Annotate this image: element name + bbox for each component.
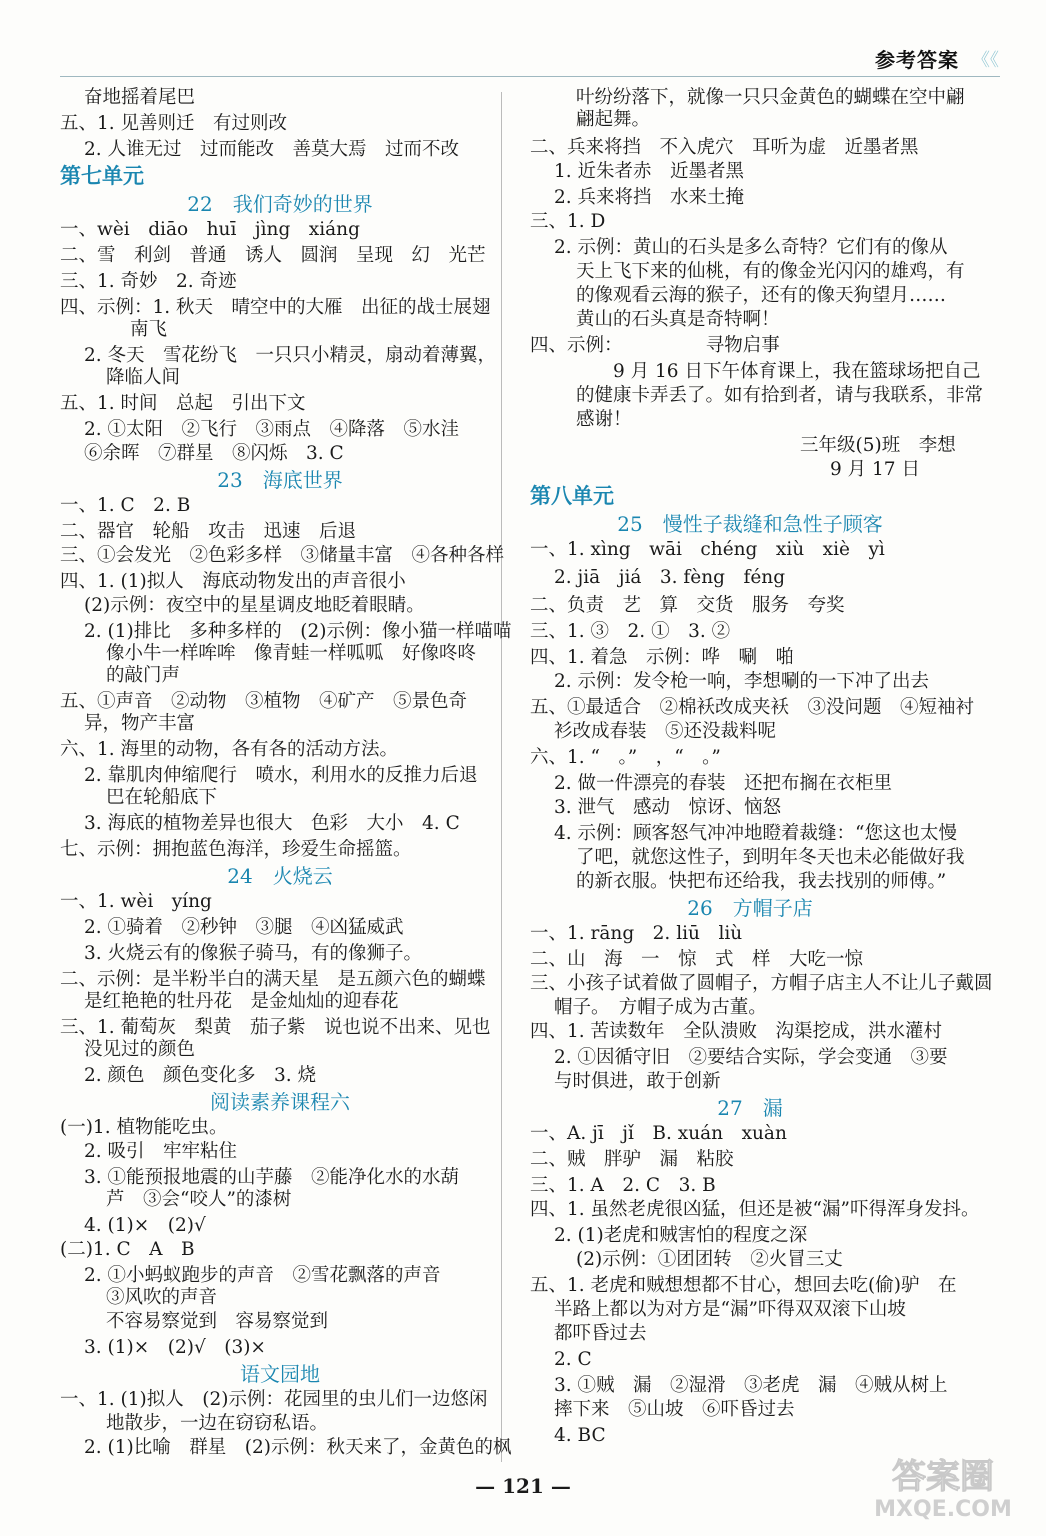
answer-line-l22: 2. (1)排比 多种多样的 (2)示例：像小猫一样喵喵 (84, 621, 512, 642)
answer-line-r22: 三、1. ③ 2. ① 3. ② (530, 621, 731, 642)
answer-line-r37: 帽子。 方帽子成为古董。 (554, 997, 767, 1018)
answer-line-r05: 2. 兵来将挡 水来土掩 (554, 187, 745, 208)
answer-line-l31: 七、示例：拥抱蓝色海洋，珍爱生命摇篮。 (60, 839, 412, 860)
column-divider (501, 92, 502, 1462)
answer-line-r07: 2. 示例：黄山的石头是多么奇特？它们有的像从 (554, 237, 948, 258)
answer-line-l55: 2. (1)比喻 群星 (2)示例：秋天来了，金黄色的枫 (84, 1437, 512, 1458)
answer-line-r06: 三、1. D (530, 211, 606, 232)
answer-line-r29: 3. 泄气 感动 惊讶、恼怒 (554, 797, 782, 818)
answer-line-r20: 2. jiā jiá 3. fèng féng (554, 567, 786, 588)
answer-line-l23: 像小牛一样哞哞 像青蛙一样呱呱 好像咚咚 (106, 643, 477, 664)
answer-line-r21: 二、负责 艺 算 交货 服务 夸奖 (530, 595, 845, 616)
answer-line-l48: 2. ①小蚂蚁跑步的声音 ②雪花飘落的声音 (84, 1265, 441, 1286)
answer-line-l53: 一、1. (1)拟人 (2)示例：花园里的虫儿们一边悠闲 (60, 1389, 488, 1410)
answer-line-r01: 叶纷纷落下，就像一只只金黄色的蝴蝶在空中翩 (576, 87, 965, 108)
answer-line-l49: ③风吹的声音 (106, 1287, 218, 1308)
answer-line-r09: 的像观看云海的猴子，还有的像天狗望月…… (576, 285, 947, 306)
header-rule (60, 76, 1000, 77)
answer-line-l10: 南飞 (130, 319, 168, 340)
unit-heading-l04: 第七单元 (60, 164, 144, 188)
page-header-title: 参考答案 (875, 48, 959, 72)
answer-line-l29: 巴在轮船底下 (106, 787, 218, 808)
answer-line-r08: 天上飞下来的仙桃，有的像金光闪闪的雄鸡，有 (576, 261, 965, 282)
answer-line-r19: 一、1. xìng wāi chéng xiù xiè yì (530, 539, 885, 560)
header-chevron-decoration: 《《 (972, 50, 999, 71)
answer-line-l28: 2. 靠肌肉伸缩爬行 喷水，利用水的反推力后退 (84, 765, 478, 786)
watermark-top-text: 答案圈 (892, 1457, 994, 1497)
answer-line-r23: 四、1. 着急 示例：哗 唰 啪 (530, 647, 795, 668)
answer-line-l35: 3. 火烧云有的像猴子骑马，有的像狮子。 (84, 943, 423, 964)
answer-line-l44: 3. ①能预报地震的山芋藤 ②能净化水的水葫 (84, 1167, 460, 1188)
answer-line-r44: 三、1. A 2. C 3. B (530, 1175, 716, 1196)
answer-line-r31: 了吧，就您这性子，到明年冬天也未必能做好我 (576, 847, 965, 868)
answer-line-r15: 三年级(5)班 李想 (800, 435, 956, 456)
answer-line-l13: 五、1. 时间 总起 引出下文 (60, 393, 306, 414)
lesson-heading-l41: 阅读素养课程六 (210, 1090, 350, 1114)
answer-line-r16: 9 月 17 日 (830, 459, 920, 480)
answer-line-l19: 三、①会发光 ②色彩多样 ③储量丰富 ④各种各样 (60, 545, 505, 566)
answer-line-l18: 二、器官 轮船 攻击 迅速 后退 (60, 521, 357, 542)
answer-line-r30: 4. 示例：顾客怒气冲冲地瞪着裁缝：“您这也太慢 (554, 823, 957, 844)
unit-heading-r17: 第八单元 (530, 484, 614, 508)
answer-line-l07: 二、雪 利剑 普通 诱人 圆润 呈现 幻 光芒 (60, 245, 486, 266)
answer-line-l47: (二)1. C A B (60, 1239, 195, 1260)
answer-line-l50: 不容易察觉到 容易察觉到 (106, 1311, 329, 1332)
answer-line-l20: 四、1. (1)拟人 海底动物发出的声音很小 (60, 571, 406, 592)
answer-line-r12: 9 月 16 日下午体育课上，我在篮球场把自己 (576, 361, 981, 382)
answer-line-r52: 3. ①贼 漏 ②湿滑 ③老虎 漏 ④贼从树上 (554, 1375, 948, 1396)
answer-line-l12: 降临人间 (106, 367, 181, 388)
lesson-heading-l52: 语文园地 (240, 1362, 320, 1386)
watermark-logo (858, 1448, 1028, 1522)
answer-line-r49: 半路上都以为对方是“漏”吓得双双滚下山坡 (554, 1299, 906, 1320)
answer-line-l01: 奋地摇着尾巴 (84, 87, 196, 108)
answer-line-l03: 2. 人谁无过 过而能改 善莫大焉 过而不改 (84, 139, 460, 160)
answer-line-l26: 异，物产丰富 (84, 713, 196, 734)
answer-line-r40: 与时俱进，敢于创新 (554, 1071, 721, 1092)
answer-line-r45: 四、1. 虽然老虎很凶猛，但还是被“漏”吓得浑身发抖。 (530, 1199, 980, 1220)
answer-line-l38: 三、1. 葡萄灰 梨黄 茄子紫 说也说不出来、见也 (60, 1017, 491, 1038)
answer-line-r53: 摔下来 ⑤山坡 ⑥吓昏过去 (554, 1399, 795, 1420)
answer-line-l51: 3. (1)× (2)√ (3)× (84, 1337, 266, 1358)
answer-line-r27: 六、1. “ 。” ，“ 。” (530, 747, 721, 768)
answer-line-l40: 2. 颜色 颜色变化多 3. 烧 (84, 1065, 317, 1086)
answer-line-r28: 2. 做一件漂亮的春装 还把布搁在衣柜里 (554, 773, 893, 794)
answer-line-r35: 二、山 海 一 惊 式 样 大吃一惊 (530, 949, 864, 970)
lesson-heading-r41: 27 漏 (717, 1096, 783, 1120)
answer-line-r34: 一、1. rāng 2. liū liù (530, 923, 743, 944)
answer-line-l37: 是红艳艳的牡丹花 是金灿灿的迎春花 (84, 991, 399, 1012)
answer-line-l17: 一、1. C 2. B (60, 495, 191, 516)
lesson-heading-l16: 23 海底世界 (217, 468, 343, 492)
answer-line-r32: 的新衣服。快把布还给我，我去找别的师傅。” (576, 871, 947, 892)
answer-line-r51: 2. C (554, 1349, 592, 1370)
answer-line-l54: 地散步，一边在窃窃私语。 (106, 1413, 329, 1434)
answer-line-l42: (一)1. 植物能吃虫。 (60, 1117, 228, 1138)
answer-line-l30: 3. 海底的植物差异也很大 色彩 大小 4. C (84, 813, 460, 834)
answer-line-l39: 没见过的颜色 (84, 1039, 196, 1060)
answer-line-r46: 2. (1)老虎和贼害怕的程度之深 (554, 1225, 808, 1246)
answer-line-l27: 六、1. 海里的动物，各有各的活动方法。 (60, 739, 399, 760)
answer-line-r42: 一、A. jī jǐ B. xuán xuàn (530, 1123, 787, 1144)
answer-line-l21: (2)示例：夜空中的星星调皮地眨着眼睛。 (84, 595, 425, 616)
page-number: — 121 — (475, 1474, 571, 1498)
answer-line-l46: 4. (1)× (2)√ (84, 1215, 206, 1236)
lesson-heading-l05: 22 我们奇妙的世界 (187, 192, 373, 216)
answer-line-r54: 4. BC (554, 1425, 606, 1446)
answer-line-r26: 衫改成春装 ⑤还没裁料呢 (554, 721, 777, 742)
answer-line-r24: 2. 示例：发令枪一响，李想唰的一下冲了出去 (554, 671, 930, 692)
answer-line-l14: 2. ①太阳 ②飞行 ③雨点 ④降落 ⑤水洼 (84, 419, 460, 440)
answer-line-r50: 都吓昏过去 (554, 1323, 647, 1344)
answer-line-l11: 2. 冬天 雪花纷飞 一只只小精灵，扇动着薄翼， (84, 345, 497, 366)
watermark-bottom-text: MXQE.COM (874, 1497, 1012, 1522)
answer-line-l45: 芦 ③会“咬人”的漆树 (106, 1189, 292, 1210)
answer-line-l15: ⑥余晖 ⑦群星 ⑧闪烁 3. C (84, 443, 344, 464)
answer-line-r43: 二、贼 胖驴 漏 粘胶 (530, 1149, 734, 1170)
answer-line-l36: 二、示例：是半粉半白的满天星 是五颜六色的蝴蝶 (60, 969, 486, 990)
answer-line-r11: 四、示例： 寻物启事 (530, 335, 780, 356)
lesson-heading-r33: 26 方帽子店 (687, 896, 813, 920)
answer-line-r48: 五、1. 老虎和贼想想都不甘心，想回去吃(偷)驴 在 (530, 1275, 957, 1296)
answer-line-l25: 五、①声音 ②动物 ③植物 ④矿产 ⑤景色奇 (60, 691, 468, 712)
answer-line-r36: 三、小孩子试着做了圆帽子，方帽子店主人不让儿子戴圆 (530, 973, 993, 994)
answer-line-l24: 的敲门声 (106, 665, 181, 686)
answer-line-r39: 2. ①因循守旧 ②要结合实际，学会变通 ③要 (554, 1047, 948, 1068)
answer-line-l02: 五、1. 见善则迁 有过则改 (60, 113, 288, 134)
answer-line-l34: 2. ①骑着 ②秒钟 ③腿 ④凶猛威武 (84, 917, 404, 938)
answer-line-r14: 感谢！ (576, 409, 632, 430)
answer-line-l33: 一、1. wèi yíng (60, 891, 212, 912)
lesson-heading-r18: 25 慢性子裁缝和急性子顾客 (617, 512, 883, 536)
lesson-heading-l32: 24 火烧云 (227, 864, 333, 888)
answer-line-r13: 的健康卡弄丢了。如有拾到者，请与我联系，非常 (576, 385, 984, 406)
answer-line-l43: 2. 吸引 牢牢粘住 (84, 1141, 238, 1162)
answer-line-r25: 五、①最适合 ②棉袄改成夹袄 ③没问题 ④短袖衬 (530, 697, 975, 718)
answer-line-l06: 一、wèi diāo huī jìng xiáng (60, 219, 360, 240)
answer-line-l08: 三、1. 奇妙 2. 奇迹 (60, 271, 237, 292)
answer-line-r04: 1. 近朱者赤 近墨者黑 (554, 161, 745, 182)
answer-line-r03: 二、兵来将挡 不入虎穴 耳听为虚 近墨者黑 (530, 137, 919, 158)
answer-line-r02: 翩起舞。 (576, 109, 651, 130)
answer-line-l09: 四、示例：1. 秋天 晴空中的大雁 出征的战士展翅 (60, 297, 491, 318)
answer-line-r10: 黄山的石头真是奇特啊！ (576, 309, 780, 330)
answer-line-r47: (2)示例：①团团转 ②火冒三丈 (576, 1249, 843, 1270)
answer-line-r38: 四、1. 苦读数年 全队溃败 沟渠挖成，洪水灌村 (530, 1021, 943, 1042)
